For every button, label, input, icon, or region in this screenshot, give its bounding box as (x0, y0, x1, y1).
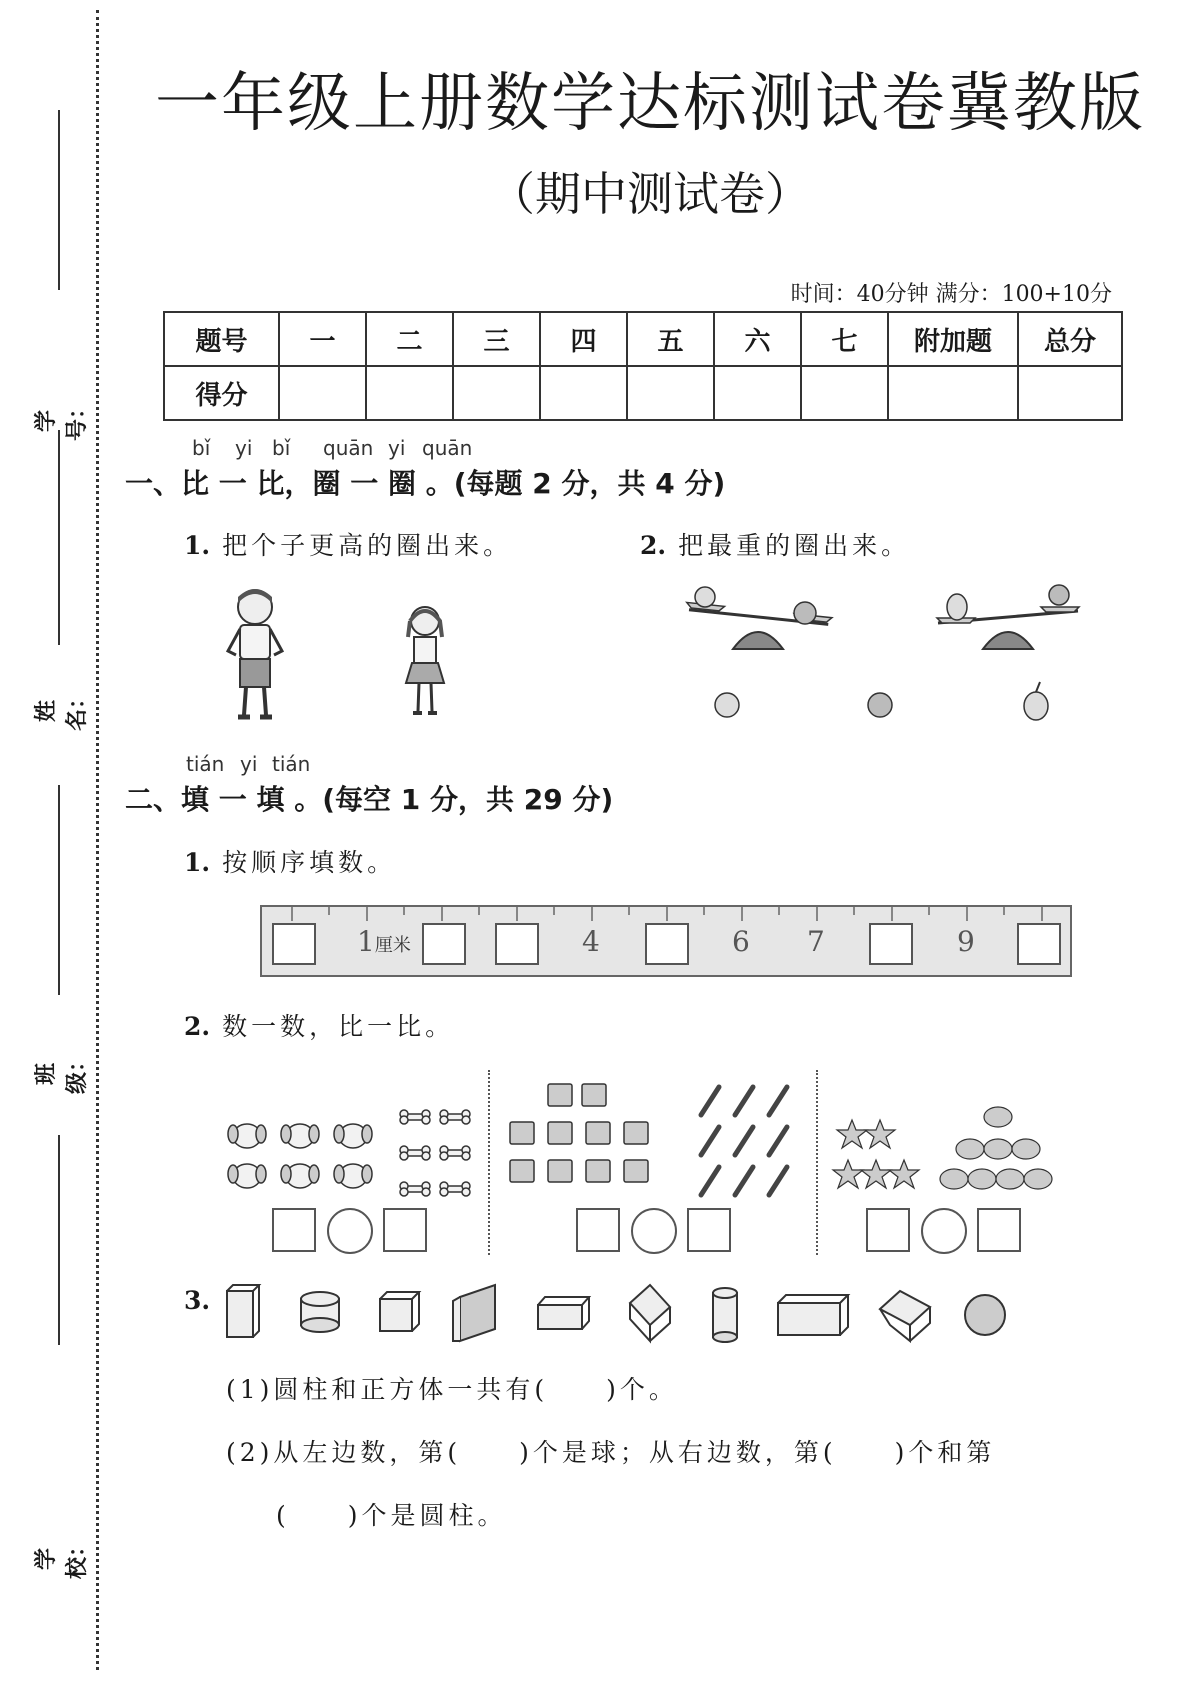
heart-icon (968, 1169, 996, 1189)
pinyin: quān (422, 436, 473, 460)
pinyin: tián (186, 752, 225, 776)
name-label: 姓名： (34, 686, 90, 731)
star-group (834, 1118, 924, 1198)
cube-icon (380, 1292, 419, 1331)
balance-scale-2 (933, 585, 1083, 651)
ruler (260, 905, 1072, 977)
table-header-cell: 七 (801, 312, 888, 366)
ruler-number: 7 (807, 925, 825, 958)
pencil-group (697, 1083, 807, 1203)
book-icon (510, 1160, 534, 1182)
heart-icon (956, 1139, 984, 1159)
bone-icon (440, 1146, 470, 1160)
student-number-field[interactable] (34, 110, 90, 441)
girl-illustration[interactable] (400, 603, 450, 725)
ruler-number: 6 (732, 925, 750, 958)
book-icon (582, 1084, 606, 1106)
heart-icon (996, 1169, 1024, 1189)
class-field[interactable] (34, 785, 90, 1095)
book-icon (548, 1160, 572, 1182)
table-header-cell: 三 (453, 312, 540, 366)
puppy-icon (281, 1164, 319, 1188)
score-cell[interactable] (627, 366, 714, 420)
question-number: 2. (184, 1012, 211, 1041)
pencil-icon (769, 1087, 787, 1115)
answer-box[interactable] (576, 1208, 620, 1252)
score-cell[interactable] (366, 366, 453, 420)
puppy-icon (281, 1124, 319, 1148)
puppy-group (225, 1118, 385, 1198)
pear-choice[interactable] (1020, 680, 1052, 722)
cube-icon (880, 1291, 930, 1341)
score-table-score-row (164, 366, 1122, 420)
bone-icon (400, 1146, 430, 1160)
score-cell[interactable] (279, 366, 366, 420)
score-cell[interactable] (453, 366, 540, 420)
table-header-cell: 附加题 (888, 312, 1018, 366)
pencil-icon (735, 1167, 753, 1195)
book-group (506, 1080, 666, 1200)
question-text: 把最重的圈出来。 (678, 531, 911, 560)
heart-icon (984, 1139, 1012, 1159)
pinyin: quān (323, 436, 374, 460)
solid-shapes-row (225, 1283, 1085, 1343)
ruler-blank-box[interactable] (645, 923, 689, 965)
school-field[interactable] (34, 1135, 90, 1579)
puppy-icon (334, 1164, 372, 1188)
score-table-header-row (164, 312, 1122, 366)
ruler-label: 1 (357, 925, 375, 958)
score-cell[interactable] (714, 366, 801, 420)
question-text: 按顺序填数。 (222, 848, 397, 877)
bone-group (398, 1108, 473, 1208)
answer-circle[interactable] (327, 1208, 373, 1254)
sphere-icon (965, 1295, 1005, 1335)
question-number: 1. (184, 531, 211, 560)
ruler-number: 9 (957, 925, 975, 958)
pinyin: yi (388, 436, 406, 460)
pencil-icon (701, 1167, 719, 1195)
table-header-cell: 题号 (164, 312, 279, 366)
question-1-1 (184, 526, 512, 562)
book-icon (624, 1122, 648, 1144)
question-text: 数一数，比一比。 (222, 1012, 455, 1041)
score-cell[interactable] (540, 366, 627, 420)
pencil-icon (735, 1087, 753, 1115)
school-line (58, 1135, 60, 1345)
table-header-cell: 五 (627, 312, 714, 366)
cuboid-icon (538, 1297, 589, 1329)
pinyin: yi (240, 752, 258, 776)
book-icon (586, 1160, 610, 1182)
ruler-blank-box[interactable] (869, 923, 913, 965)
score-cell[interactable] (1018, 366, 1122, 420)
question-2-3-part-1[interactable]: (1)圆柱和正方体一共有( )个。 (226, 1375, 678, 1404)
pinyin: tián (272, 752, 311, 776)
question-number: 1. (184, 848, 211, 877)
apple-choice[interactable] (865, 690, 895, 720)
ruler-blank-box[interactable] (272, 923, 316, 965)
book-icon (586, 1122, 610, 1144)
book-icon (624, 1160, 648, 1182)
cylinder-icon (713, 1288, 737, 1342)
section-2-title: 二、填 一 填 。(每空 1 分，共 29 分) (125, 783, 614, 816)
heart-icon (984, 1107, 1012, 1127)
ruler-number (357, 925, 411, 958)
question-1-2 (640, 526, 910, 562)
student-number-line (58, 110, 60, 290)
answer-box[interactable] (687, 1208, 731, 1252)
ruler-blank-box[interactable] (422, 923, 466, 965)
exam-info: 时间：40分钟 满分：100+10分 (790, 282, 1112, 307)
star-icon (833, 1160, 863, 1188)
bone-icon (400, 1182, 430, 1196)
puppy-icon (334, 1124, 372, 1148)
answer-box[interactable] (866, 1208, 910, 1252)
ruler-blank-box[interactable] (495, 923, 539, 965)
pencil-icon (769, 1167, 787, 1195)
question-number: 2. (640, 531, 667, 560)
book-icon (548, 1122, 572, 1144)
pencil-icon (769, 1127, 787, 1155)
balance-scale-1 (683, 585, 833, 651)
question-number: 3. (184, 1286, 211, 1315)
table-header-cell: 一 (279, 312, 366, 366)
question-2-3-number (184, 1286, 222, 1315)
ruler-number: 4 (582, 925, 600, 958)
school-label: 学校： (34, 1534, 90, 1579)
binding-dashed-line (96, 10, 99, 1670)
question-2-3-part-2[interactable]: (2)从左边数，第( )个是球；从右边数，第( )个和第 (226, 1438, 996, 1467)
star-icon (889, 1160, 919, 1188)
answer-box[interactable] (383, 1208, 427, 1252)
name-line (58, 430, 60, 645)
star-icon (837, 1120, 867, 1148)
star-icon (861, 1160, 891, 1188)
heart-icon (1012, 1139, 1040, 1159)
apple-icon (1049, 585, 1069, 605)
page-subtitle: （期中测试卷） (489, 167, 811, 221)
book-icon (548, 1084, 572, 1106)
bone-icon (440, 1182, 470, 1196)
heart-icon (940, 1169, 968, 1189)
group-divider (816, 1070, 818, 1255)
class-line (58, 785, 60, 995)
page-title: 一年级上册数学达标测试卷冀教版 (155, 67, 1145, 141)
answer-box[interactable] (272, 1208, 316, 1252)
pinyin: bǐ (272, 436, 291, 460)
answer-circle[interactable] (631, 1208, 677, 1254)
ruler-blank-box[interactable] (1017, 923, 1061, 965)
boy-illustration[interactable] (220, 585, 290, 725)
table-row-label: 得分 (164, 366, 279, 420)
score-table (163, 311, 1123, 421)
pinyin: yi (235, 436, 253, 460)
question-2-1 (184, 843, 396, 879)
question-text: 把个子更高的圈出来。 (222, 531, 513, 560)
pencil-icon (735, 1127, 753, 1155)
score-cell[interactable] (801, 366, 888, 420)
pencil-icon (701, 1127, 719, 1155)
answer-circle[interactable] (921, 1208, 967, 1254)
puppy-icon (228, 1164, 266, 1188)
pinyin: bǐ (192, 436, 211, 460)
star-icon (865, 1120, 895, 1148)
pear-icon (947, 594, 967, 620)
apple-icon (794, 602, 816, 624)
cuboid-icon (227, 1285, 259, 1337)
class-label: 班级： (34, 1049, 90, 1094)
question-2-2 (184, 1007, 454, 1043)
table-header-cell: 四 (540, 312, 627, 366)
table-header-cell: 六 (714, 312, 801, 366)
section-1-title: 一、比 一 比，圈 一 圈 。(每题 2 分，共 4 分) (125, 467, 726, 500)
student-number-label: 学号： (34, 396, 90, 441)
cuboid-icon (778, 1295, 848, 1335)
heart-group (938, 1105, 1058, 1195)
ruler-unit: 厘米 (374, 935, 411, 956)
peach-icon (695, 587, 715, 607)
heart-icon (1024, 1169, 1052, 1189)
table-header-cell: 总分 (1018, 312, 1122, 366)
table-header-cell: 二 (366, 312, 453, 366)
bone-icon (400, 1110, 430, 1124)
score-cell[interactable] (888, 366, 1018, 420)
cuboid-icon (453, 1285, 495, 1341)
pencil-icon (701, 1087, 719, 1115)
answer-box[interactable] (977, 1208, 1021, 1252)
question-2-3-part-2-cont[interactable]: ( )个是圆柱。 (276, 1501, 507, 1530)
group-divider (488, 1070, 490, 1255)
cylinder-icon (301, 1292, 339, 1332)
puppy-icon (228, 1124, 266, 1148)
book-icon (510, 1122, 534, 1144)
cube-icon (630, 1285, 670, 1341)
peach-choice[interactable] (712, 690, 742, 720)
bone-icon (440, 1110, 470, 1124)
name-field[interactable] (34, 430, 90, 731)
